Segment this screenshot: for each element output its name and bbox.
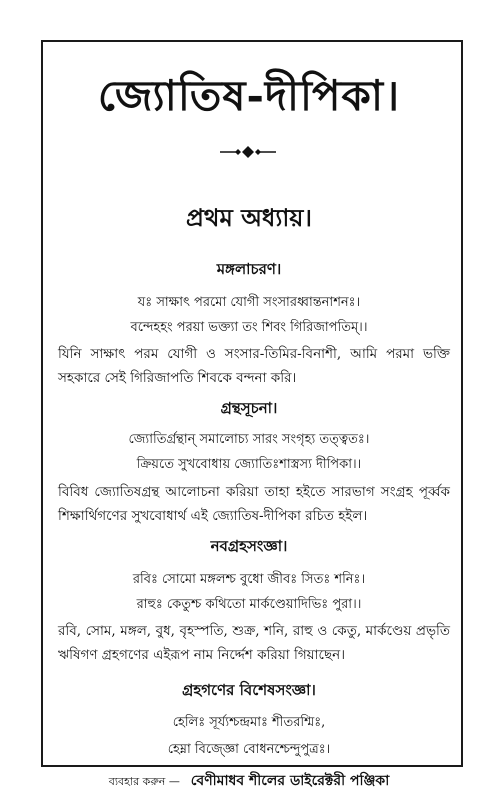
verse-line: হেলিঃ সূর্য্যশ্চন্দ্রমাঃ শীতরশ্মিঃ, — [172, 715, 326, 730]
section-heading: নবগ্রহসংজ্ঞা। — [210, 537, 288, 555]
verse-line: ক্রিয়তে সুখবোধায় জ্যোতিঃশাস্ত্রস্য দীপিকা।। — [136, 457, 362, 472]
footer-text: বেণীমাধব শীলের ডাইরেক্টরী পঞ্জিকা — [190, 773, 390, 789]
ornament-divider-icon — [218, 145, 278, 159]
paragraph: যিনি সাক্ষাৎ পরম যোগী ও সংসার-তিমির-বিনাশী, আমি পরমা ভক্তি সহকারে সেই গিরিজাপতি শিবকে বন্দনা করি। — [58, 346, 450, 386]
verse-line: বন্দেহহং পরয়া ভক্ত্যা তং শিবং গিরিজাপতিম্।। — [130, 320, 368, 335]
book-title: জ্যোতিষ-দীপিকা। — [97, 71, 401, 120]
section-heading: গ্রহগণের বিশেষসংজ্ঞা। — [182, 681, 316, 699]
footer-advert — [0, 769, 498, 793]
verse-line: রাহুঃ কেতুশ্চ কথিতো মার্কণ্ডেয়াদিভিঃ পুরা।। — [136, 597, 362, 612]
verse-line: রবিঃ সোমো মঙ্গলশ্চ বুধো জীবঃ সিতঃ শনিঃ। — [132, 572, 366, 587]
paragraph: রবি, সোম, মঙ্গল, বুধ, বৃহস্পতি, শুক্র, শনি, রাহু ও কেতু, মার্কণ্ডেয় প্রভৃতি ঋষিগণ গ্রহগণের এইরূপ নাম নির্দ্দেশ করিয়া গিয়াছেন। — [58, 623, 450, 663]
section-heading: গ্রন্থসূচনা। — [220, 399, 278, 417]
verse-line: যঃ সাক্ষাৎ পরমো যোগী সংসারধ্বান্তনাশনঃ। — [137, 295, 361, 310]
paragraph: বিবিধ জ্যোতিষগ্রন্থ আলোচনা করিয়া তাহা হইতে সারভাগ সংগ্রহ পূর্ব্বক শিক্ষার্থিগণের সুখবোধার্থ এই জ্যোতিষ-দীপিকা রচিত হইল। — [58, 484, 450, 524]
section-heading: মঙ্গলাচরণ। — [216, 260, 282, 278]
verse-line: জ্যোতির্গ্রন্থান্ সমালোচ্য সারং সংগৃহ্য তত্ত্বতঃ। — [128, 432, 370, 447]
chapter-heading: প্রথম অধ্যায়। — [185, 203, 312, 232]
verse-line: হেম্না বিজ্জ্ঞো বোধনশ্চেন্দুপুত্রঃ। — [167, 742, 331, 757]
footer-prefix: ব্যবহার করুন — — [108, 775, 180, 788]
